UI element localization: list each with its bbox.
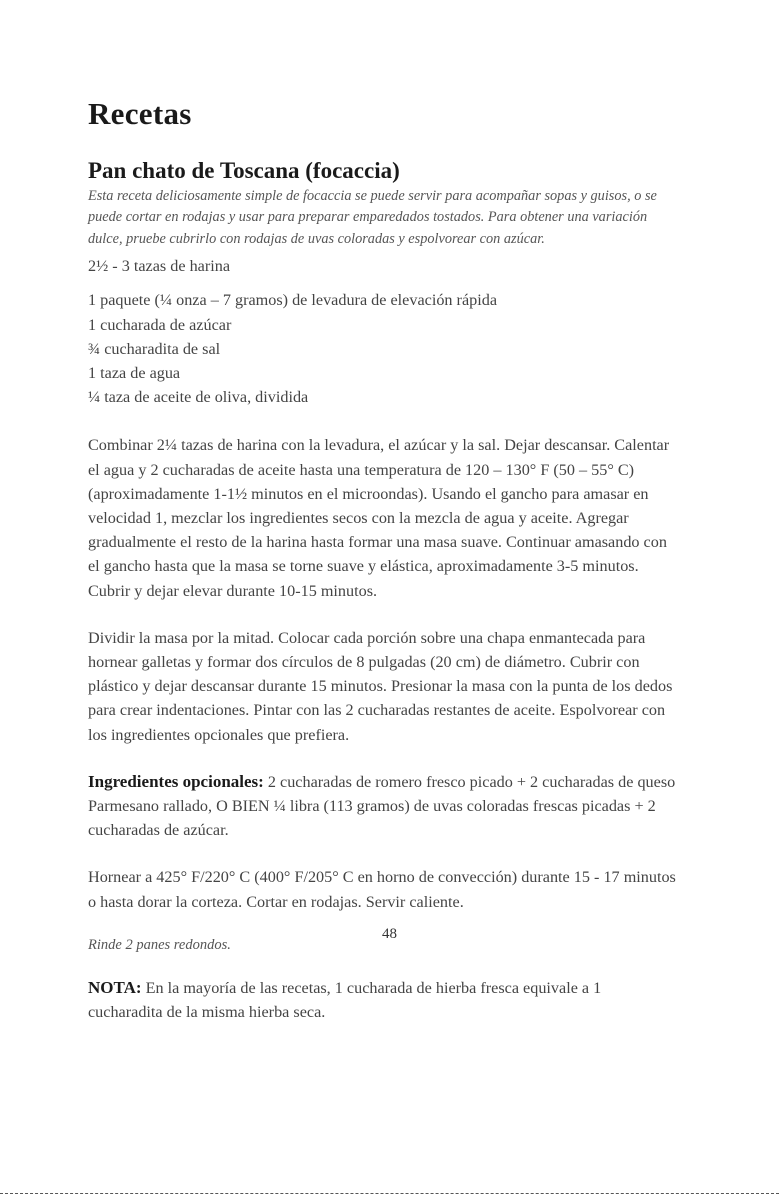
ingredient-item: ¼ taza de aceite de oliva, dividida — [88, 388, 309, 407]
ingredient-flour: 2½ - 3 tazas de harina — [88, 257, 231, 276]
page-content — [88, 96, 678, 1024]
ingredient-item: 1 cucharada de azúcar — [88, 315, 232, 334]
ingredient-list — [88, 288, 678, 409]
bake-instructions: Hornear a 425° F/220° C (400° F/205° C en horno de convección) durante 15 - 17 minutos o hasta dorar la corteza. Cortar en rodajas. Servir caliente. — [88, 868, 676, 911]
step-paragraph: Dividir la masa por la mitad. Colocar cada porción sobre una chapa enmantecada para hornear galletas y formar dos círculos de 8 pulgadas (20 cm) de diámetro. Cubrir con plástico y dejar descansar durante 15 minutos. Presionar la masa con la punta de los dedos para crear indentaciones. Pintar con las 2 cucharadas restantes de aceite. Espolvorear con los ingredientes opcionales que prefiera. — [88, 628, 673, 744]
ingredient-item: ¾ cucharadita de sal — [88, 339, 221, 358]
ingredient-item: 1 taza de agua — [88, 364, 181, 383]
page-number: 48 — [382, 926, 397, 942]
recipe-intro: Esta receta deliciosamente simple de focaccia se puede servir para acompañar sopas y guisos, o se puede cortar en rodajas y usar para preparar emparedados tostados. Para obtener una variación dulce, pruebe cubrirlo con rodajas de uvas coloradas y espolvorear con azúcar. — [88, 188, 657, 247]
optional-ingredients-text: 2 cucharadas de romero fresco picado + 2 cucharadas de queso Parmesano rallado, O BIEN ¼ libra (113 gramos) de uvas coloradas frescas picadas + 2 cucharadas de azúcar. — [88, 772, 676, 840]
note-label: NOTA: — [88, 977, 142, 997]
optional-ingredients — [88, 770, 678, 843]
section-title: Recetas — [88, 96, 192, 131]
optional-ingredients-label: Ingredientes opcionales: — [88, 771, 264, 791]
note-paragraph — [88, 976, 678, 1024]
step-paragraph: Combinar 2¼ tazas de harina con la levadura, el azúcar y la sal. Dejar descansar. Calentar el agua y 2 cucharadas de aceite hasta una temperatura de 120 – 130° F (50 – 55° C) (aproximadamente 1-1½ minutos en el microondas). Usando el gancho para amasar en velocidad 1, mezclar los ingredientes secos con la mezcla de agua y aceite. Agregar gradualmente el resto de la harina hasta formar una masa suave. Continuar amasando con el gancho hasta que la masa se torne suave y elástica, aproximadamente 3-5 minutos. Cubrir y dejar elevar durante 10-15 minutos. — [88, 436, 670, 600]
bottom-rule — [0, 1193, 779, 1194]
ingredient-item: 1 paquete (¼ onza – 7 gramos) de levadura de elevación rápida — [88, 291, 498, 310]
note-text: En la mayoría de las recetas, 1 cucharada de hierba fresca equivale a 1 cucharadita de la misma hierba seca. — [88, 978, 602, 1022]
recipe-yield: Rinde 2 panes redondos. — [88, 936, 231, 953]
recipe-title: Pan chato de Toscana (focaccia) — [88, 158, 400, 183]
